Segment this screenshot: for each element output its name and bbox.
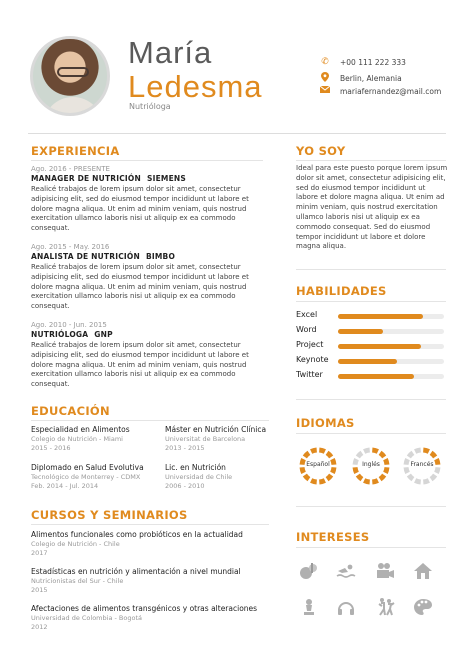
job-description: Realicé trabajos de lorem ipsum dolor sit amet, consectetur adipisicing elit, sed do eiusmod tempor incididunt ut labore et dolore magna aliqua. Ut enim ad minim veniam, quis nostrud exercitation ullamco laboris nisi ut aliquip ex ea commodo consequat.: [31, 341, 249, 389]
skill-label: Excel: [296, 310, 318, 319]
language-label: Inglés: [362, 461, 380, 468]
contact-phone: [318, 57, 406, 67]
languages-bottom-divider: [296, 506, 446, 507]
education-degree: Lic. en Nutrición: [165, 463, 226, 472]
course-name: Afectaciones de alimentos transgénicos y otras alteraciones: [31, 604, 258, 613]
job-title: [31, 330, 261, 340]
headphones-icon: [335, 596, 357, 618]
contact-email-text: mariafernandez@mail.com: [340, 86, 442, 96]
job-company: BIMBO: [145, 252, 176, 261]
job-description: Realicé trabajos de lorem ipsum dolor sit amet, consectetur adipisicing elit, sed do eiusmod tempor incididunt ut labore et dolore magna aliqua. Ut enim ad minim veniam, quis nostrud exercitation ullamco laboris nisi ut aliquip ex ea commodo consequat.: [31, 185, 249, 233]
education-school: Universitat de Barcelona: [165, 435, 246, 443]
course-place: Colegio de Nutrición - Chile: [31, 540, 120, 548]
education-item: [31, 425, 171, 452]
experience-divider: [31, 160, 263, 161]
languages-divider: [296, 433, 446, 434]
skill-bar: [338, 344, 444, 349]
education-degree: Especialidad en Alimentos: [31, 425, 130, 434]
course-item: [31, 567, 291, 594]
profile-photo: [30, 36, 110, 116]
language-ring: [402, 446, 442, 486]
skills-heading: HABILIDADES: [296, 284, 387, 298]
education-years: 2006 - 2010: [165, 481, 205, 490]
course-year: 2017: [31, 548, 48, 557]
education-heading: EDUCACIÓN: [31, 404, 110, 418]
skill-bar-fill: [338, 329, 383, 334]
job-description: Realicé trabajos de lorem ipsum dolor sit amet, consectetur adipisicing elit, sed do eiusmod tempor incididunt ut labore et dolore magna aliqua. Ut enim ad minim veniam, quis nostrud exercitation ullamco laboris nisi ut aliquip ex ea commodo consequat.: [31, 263, 249, 311]
job-date: Ago. 2015 - May. 2016: [31, 243, 110, 251]
contact-email: [318, 86, 441, 96]
skills-divider: [296, 301, 446, 302]
education-school: Tecnológico de Monterrey - CDMX: [31, 473, 141, 481]
skill-row: [296, 325, 338, 334]
swimming-icon: [335, 560, 357, 582]
contact-location: [318, 72, 402, 85]
education-degree: Máster en Nutrición Clínica: [165, 425, 267, 434]
skill-bar: [338, 374, 444, 379]
skill-row: [296, 340, 338, 349]
education-school: Colegio de Nutrición - Miami: [31, 435, 123, 443]
skill-bar: [338, 359, 444, 364]
palette-icon: [412, 596, 434, 618]
course-year: 2012: [31, 622, 48, 631]
language-label: Francés: [410, 461, 434, 468]
job-position: ANALISTA DE NUTRICIÓN: [31, 252, 140, 261]
language-ring: [351, 446, 391, 486]
course-name: Alimentos funcionales como probióticos en la actualidad: [31, 530, 243, 539]
course-item: [31, 604, 291, 631]
course-year: 2015: [31, 585, 48, 594]
skill-label: Project: [296, 340, 324, 349]
skill-label: Word: [296, 325, 317, 334]
chess-icon: [298, 596, 320, 618]
skill-bar-fill: [338, 374, 414, 379]
video-camera-icon: [374, 560, 396, 582]
education-item: [165, 425, 305, 452]
skills-bottom-divider: [296, 399, 446, 400]
job-date: Ago. 2016 - PRESENTE: [31, 165, 110, 173]
interests-divider: [296, 547, 446, 548]
experience-item: [31, 243, 261, 312]
job-role: Nutrióloga: [129, 102, 171, 111]
skill-bar: [338, 329, 444, 334]
education-school: Universidad de Chile: [165, 473, 233, 481]
job-company: GNP: [94, 330, 113, 339]
job-date: Ago. 2010 - Jun. 2015: [31, 321, 107, 329]
header-divider: [28, 133, 446, 134]
language-label: Español: [306, 461, 330, 468]
job-position: NUTRIÓLOGA: [31, 330, 89, 339]
education-divider: [31, 420, 269, 421]
course-name: Estadísticas en nutrición y alimentación a nivel mundial: [31, 567, 241, 576]
contact-phone-text: +00 111 222 333: [340, 57, 406, 67]
skill-bar-fill: [338, 314, 423, 319]
education-years: 2015 - 2016: [31, 443, 71, 452]
education-item: [165, 463, 305, 490]
education-item: [31, 463, 171, 490]
about-divider: [296, 160, 446, 161]
course-place: Nutricionistas del Sur - Chile: [31, 577, 124, 585]
job-title: [31, 252, 261, 262]
skill-row: [296, 370, 338, 379]
about-bottom-divider: [296, 269, 446, 270]
job-position: MANAGER DE NUTRICIÓN: [31, 174, 141, 183]
last-name: Ledesma: [128, 69, 263, 104]
contact-location-text: Berlin, Alemania: [340, 74, 402, 83]
home-icon: [412, 560, 434, 582]
skill-row: [296, 355, 338, 364]
experience-heading: EXPERIENCIA: [31, 144, 120, 158]
course-item: [31, 530, 291, 557]
about-heading: YO SOY: [296, 144, 346, 158]
skill-label: Twitter: [296, 370, 323, 379]
courses-heading: CURSOS Y SEMINARIOS: [31, 508, 188, 522]
job-company: SIEMENS: [146, 174, 186, 183]
location-pin-icon: [318, 72, 332, 85]
job-title: [31, 174, 261, 184]
about-text: Ideal para este puesto porque lorem ipsum dolor sit amet, consectetur adipisicing elit, sed do eiusmod tempor incididunt ut labore et dolore magna aliqua. Ut enim ad minim veniam, quis nostrud exercitation ullamco laboris nisi ut aliquip ex ea commodo consequat. Sed do eiusmod tempor incididunt ut labore et dolore magna aliqua.: [296, 164, 448, 251]
skill-row: [296, 310, 338, 319]
languages-heading: IDIOMAS: [296, 416, 355, 430]
first-name: María: [128, 35, 213, 70]
skill-bar-fill: [338, 344, 421, 349]
courses-divider: [31, 524, 269, 525]
phone-icon: ✆: [321, 57, 329, 67]
education-years: 2013 - 2015: [165, 443, 205, 452]
course-place: Universidad de Colombia - Bogotá: [31, 614, 142, 622]
education-degree: Diplomado en Salud Evolutiva: [31, 463, 144, 472]
skill-bar-fill: [338, 359, 397, 364]
experience-item: [31, 165, 261, 234]
skill-label: Keynote: [296, 355, 329, 364]
skill-bar: [338, 314, 444, 319]
experience-item: [31, 321, 261, 390]
education-years: Feb. 2014 - Jul. 2014: [31, 481, 99, 490]
interests-heading: INTERESES: [296, 530, 370, 544]
envelope-icon: [318, 86, 332, 96]
music-icon: [298, 560, 320, 582]
dancing-icon: [374, 596, 396, 618]
